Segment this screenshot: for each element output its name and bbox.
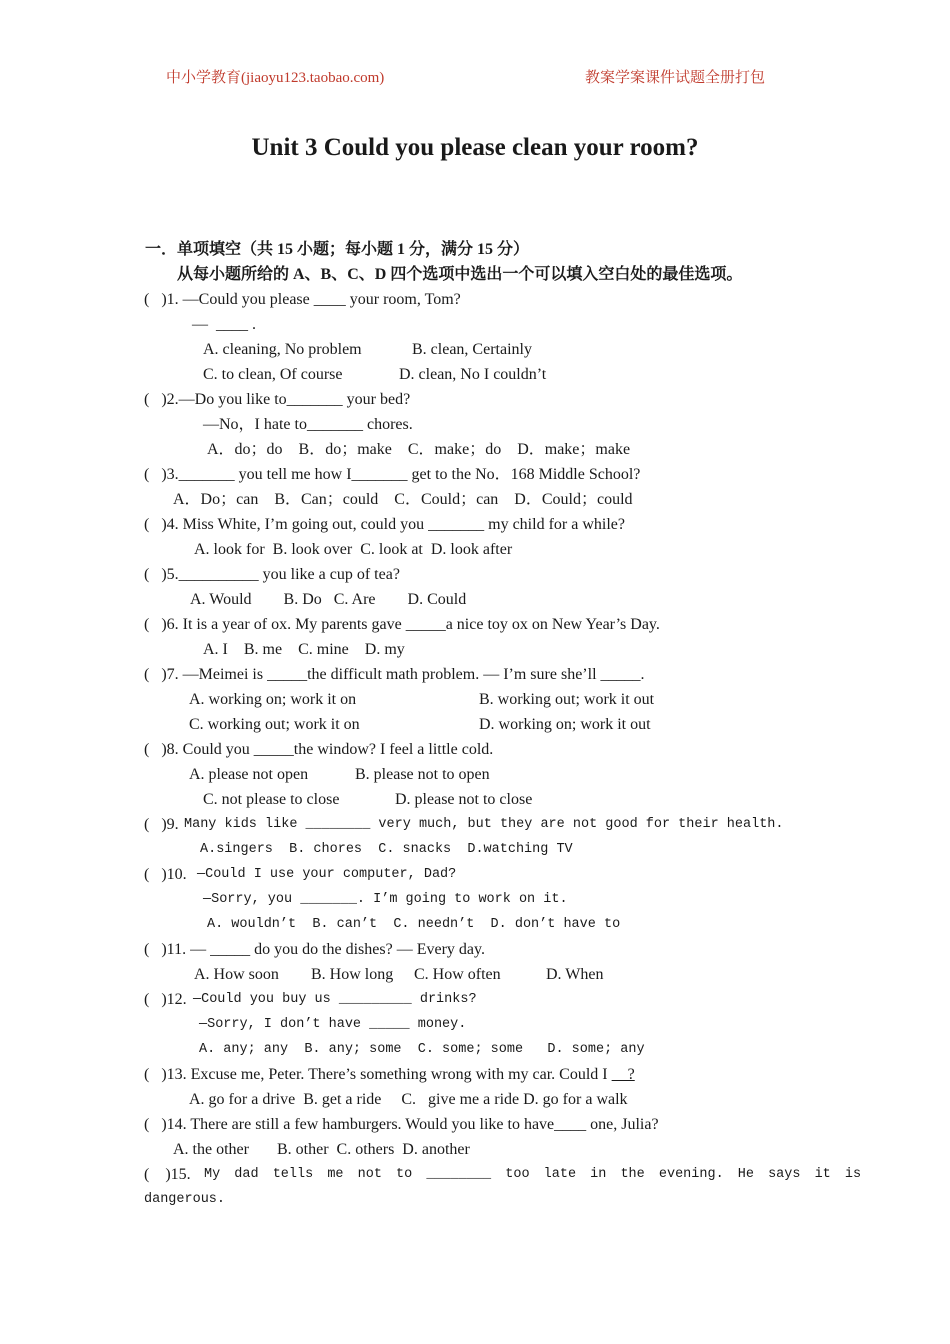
question-13-options: A. go for a drive B. get a ride C. give me a ride D. go for a walk (189, 1091, 628, 1108)
question-13-blank: ? (611, 1066, 635, 1083)
question-13 (144, 1065, 635, 1085)
question-9-text: Many kids like ________ very much, but they are not good for their health. (184, 817, 784, 832)
question-1-option-a: A. cleaning, No problem (203, 341, 362, 358)
question-15-number: ( )15. (144, 1166, 195, 1183)
question-8-option-a: A. please not open (189, 766, 309, 783)
question-1-option-b: B. clean, Certainly (412, 341, 532, 358)
question-9-number: ( )9. (144, 816, 179, 833)
question-3: ( )3._______ you tell me how I_______ get to the No．168 Middle School? (144, 466, 641, 483)
question-14-options: A. the other B. other C. others D. another (173, 1141, 470, 1158)
question-5: ( )5.__________ you like a cup of tea? (144, 566, 400, 583)
question-1-option-c: C. to clean, Of course (203, 366, 343, 383)
question-3-options: A．Do；can B．Can；could C．Could；can D．Could；could (173, 491, 633, 508)
question-5-options: A. Would B. Do C. Are D. Could (190, 591, 467, 608)
question-12-number: ( )12. (144, 991, 191, 1008)
question-1-reply: — ____ . (192, 316, 256, 333)
question-1: ( )1. —Could you please ____ your room, Tom? (144, 291, 461, 308)
question-4-options: A. look for B. look over C. look at D. look after (194, 541, 513, 558)
question-9-options: A.singers B. chores C. snacks D.watching TV (200, 842, 573, 857)
question-2-options: A．do；do B．do；make C．make；do D．make；make (207, 441, 631, 458)
question-11-option-b: B. How long (311, 966, 394, 983)
question-11-option-c: C. How often (414, 966, 501, 983)
question-10-number: ( )10. (144, 866, 191, 883)
question-13-text: ( )13. Excuse me, Peter. There’s something wrong with my car. Could I (144, 1066, 612, 1083)
question-11-option-a: A. How soon (194, 966, 279, 983)
question-15-text-cont: dangerous. (144, 1192, 226, 1207)
question-11-option-d: D. When (546, 966, 604, 983)
section-heading: 一．单项填空（共 15 小题；每小题 1 分，满分 15 分） (145, 241, 530, 258)
question-7-option-d: D. working on; work it out (479, 716, 651, 733)
question-8-option-b: B. please not to open (355, 766, 490, 783)
header-right-text: 教案学案课件试题全册打包 (585, 70, 766, 86)
header-left-text: 中小学教育(jiaoyu123.taobao.com) (166, 70, 385, 86)
question-8: ( )8. Could you _____the window? I feel a little cold. (144, 741, 494, 758)
question-14: ( )14. There are still a few hamburgers. Would you like to have____ one, Julia? (144, 1116, 659, 1133)
question-7: ( )7. —Meimei is _____the difficult math problem. — I’m sure she’ll _____. (144, 666, 645, 683)
question-12-reply: —Sorry, I don’t have _____ money. (199, 1017, 467, 1032)
question-7-option-b: B. working out; work it out (479, 691, 655, 708)
question-7-option-a: A. working on; work it on (189, 691, 357, 708)
question-10-reply: —Sorry, you _______. I’m going to work on it. (203, 892, 568, 907)
question-8-option-c: C. not please to close (203, 791, 340, 808)
question-7-option-c: C. working out; work it on (189, 716, 360, 733)
question-11: ( )11. — _____ do you do the dishes? — Every day. (144, 941, 485, 958)
section-instruction: 从每小题所给的 A、B、C、D 四个选项中选出一个可以填入空白处的最佳选项。 (177, 266, 743, 283)
question-1-option-d: D. clean, No I couldn’t (399, 366, 547, 383)
question-10-text: —Could I use your computer, Dad? (197, 867, 457, 882)
question-6-options: A. I B. me C. mine D. my (203, 641, 405, 658)
question-4: ( )4. Miss White, I’m going out, could you _______ my child for a while? (144, 516, 625, 533)
question-2-reply: —No，I hate to_______ chores. (203, 416, 413, 433)
question-10-options: A. wouldn’t B. can’t C. needn’t D. don’t have to (207, 917, 621, 932)
question-15-text: My dad tells me not to ________ too late in the evening. He says it is (204, 1167, 862, 1182)
question-6: ( )6. It is a year of ox. My parents gave _____a nice toy ox on New Year’s Day. (144, 616, 660, 633)
question-12-options: A. any; any B. any; some C. some; some D. some; any (199, 1042, 645, 1057)
question-2: ( )2.—Do you like to_______ your bed? (144, 391, 411, 408)
question-12-text: —Could you buy us _________ drinks? (193, 992, 477, 1007)
page-title: Unit 3 Could you please clean your room? (251, 134, 699, 161)
question-8-option-d: D. please not to close (395, 791, 533, 808)
